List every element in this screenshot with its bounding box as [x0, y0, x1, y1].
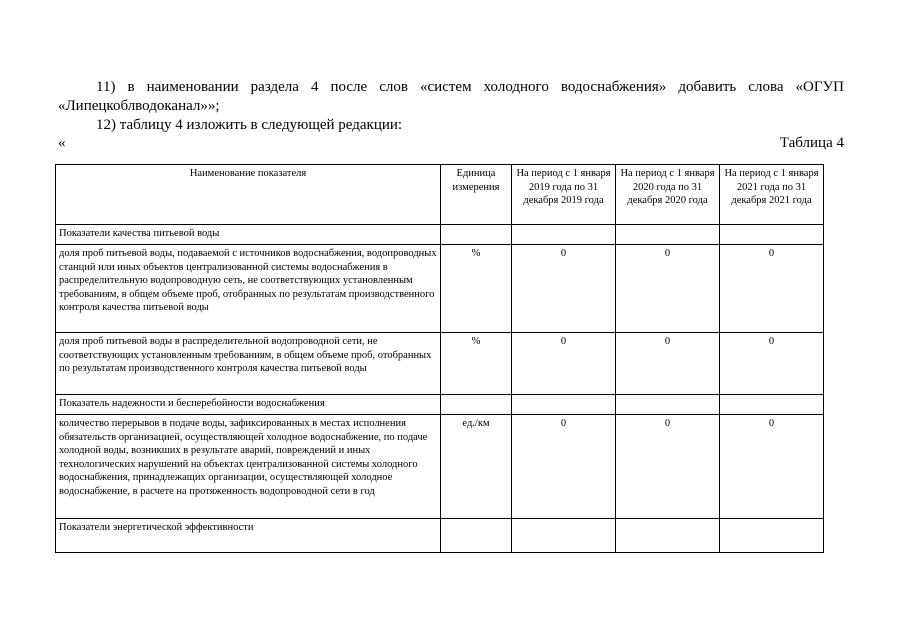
table-header-row: [56, 165, 824, 225]
table-caption: Таблица 4: [779, 135, 844, 151]
section-row-reliability: [56, 395, 824, 415]
section-row-water-quality: [56, 225, 824, 245]
indicator-unit: %: [441, 245, 512, 333]
table-row: [56, 333, 824, 395]
header-period-2019: На период с 1 января 2019 года по 31 декабря 2019 года: [512, 165, 616, 225]
paragraph-11-line1: 11) в наименовании раздела 4 после слов «систем холодного водоснабжения» добавить слова «ОГУП: [96, 79, 844, 95]
value-2020: 0: [616, 245, 720, 333]
value-2020: 0: [616, 333, 720, 395]
section-title: Показатель надежности и бесперебойности водоснабжения: [56, 395, 441, 415]
indicator-unit: ед./км: [441, 415, 512, 519]
table-row: [56, 415, 824, 519]
value-2019: 0: [512, 415, 616, 519]
header-period-2020: На период с 1 января 2020 года по 31 декабря 2020 года: [616, 165, 720, 225]
section-title: Показатели качества питьевой воды: [56, 225, 441, 245]
value-2021: 0: [720, 415, 824, 519]
table-row: [56, 245, 824, 333]
header-unit: Единица измерения: [441, 165, 512, 225]
value-2020: 0: [616, 415, 720, 519]
indicator-name: доля проб питьевой воды, подаваемой с источников водоснабжения, водопроводных станций или иных объектов централизованной системы водоснабжения в распределительную водопроводную сеть, не соответствующих установленным требованиям, в общем объеме проб, отобранных по результатам производственного контроля качества питьевой воды: [56, 245, 441, 333]
indicator-name: количество перерывов в подаче воды, зафиксированных в местах исполнения обязательств организацией, осуществляющей холодное водоснабжение, по подаче холодной воды, возникших в результате аварий, повреждений и иных технологических нарушений на объектах централизованной системы холодного водоснабжения, принадлежащих организации, осуществляющей холодное водоснабжение, в расчете на протяженность водопроводной сети в год: [56, 415, 441, 519]
section-title: Показатели энергетической эффективности: [56, 519, 441, 553]
header-period-2021: На период с 1 января 2021 года по 31 декабря 2021 года: [720, 165, 824, 225]
opening-quote: «: [58, 135, 66, 151]
indicator-unit: %: [441, 333, 512, 395]
paragraph-11-line2: «Липецкоблводоканал»»;: [58, 98, 220, 114]
section-row-energy-efficiency: [56, 519, 824, 553]
paragraph-12: 12) таблицу 4 изложить в следующей редакции:: [96, 117, 403, 133]
value-2021: 0: [720, 333, 824, 395]
table-caption-row: [58, 134, 844, 153]
value-2021: 0: [720, 245, 824, 333]
indicator-name: доля проб питьевой воды в распределительной водопроводной сети, не соответствующих установленным требованиям, в общем объеме проб, отобранных по результатам производственного контроля качества питьевой воды: [56, 333, 441, 395]
header-indicator-name: Наименование показателя: [56, 165, 441, 225]
indicators-table: [55, 164, 824, 553]
value-2019: 0: [512, 245, 616, 333]
paragraph-11: [58, 78, 844, 116]
value-2019: 0: [512, 333, 616, 395]
